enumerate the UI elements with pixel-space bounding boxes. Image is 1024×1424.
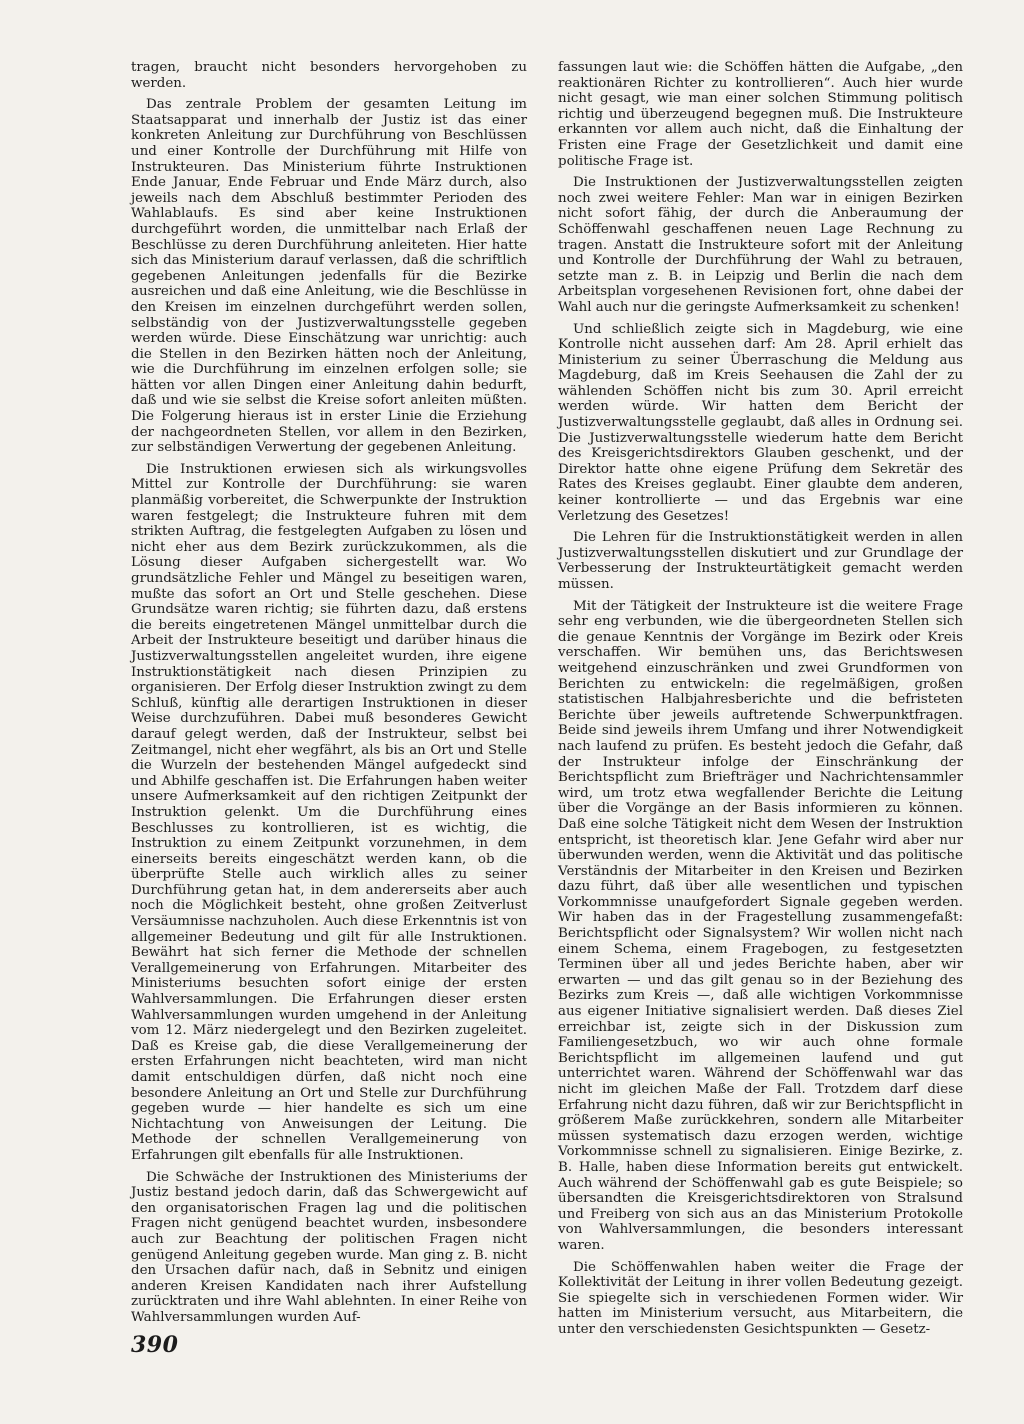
paragraph: Die Instruktionen der Justizverwaltungsstellen zeigten noch zwei weitere Fehler: Man war in einigen Bezirken nicht sofort fähig, der durch die Anberaumung der Schöffenwahl geschaffenen neuen Lage Rechnung zu tragen. Anstatt die Instrukteure sofort mit der Anleitung und Kontrolle der Durchführung der Wahl zu betrauen, setzte man z. B. in Leipzig und Berlin die nach dem Arbeitsplan vorgesehenen Revisionen fort, ohne dabei der Wahl auch nur die geringste Aufmerksamkeit zu schenken! — [558, 175, 963, 315]
paragraph: Die Schöffenwahlen haben weiter die Frage der Kollektivität der Leitung in ihrer vollen Bedeutung gezeigt. Sie spiegelte sich in verschiedenen Formen wider. Wir hatten im Ministerium versucht, aus Mitarbeitern, die unter den verschiedensten Gesichtspunkten — Gesetz- — [558, 1259, 963, 1337]
paragraph: Die Schwäche der Instruktionen des Ministeriums der Justiz bestand jedoch darin, daß das Schwergewicht auf den organisatorischen Fragen lag und die politischen Fragen nicht genügend beachtet wurden, insbesondere auch zur Beachtung der politischen Fragen nicht genügend Anleitung gegeben wurde. Man ging z. B. nicht den Ursachen dafür nach, daß in Sebnitz und einigen anderen Kreisen Kandidaten nach ihrer Aufstellung zurücktraten und ihre Wahl ablehnten. In einer Reihe von Wahlversammlungen wurden Auf- — [131, 1169, 527, 1325]
right-column — [558, 60, 963, 1344]
page-number: 390 — [131, 1332, 179, 1358]
paragraph: fassungen laut wie: die Schöffen hätten die Aufgabe, „den reaktionären Richter zu kontrollieren“. Auch hier wurde nicht gesagt, wie man einer solchen Stimmung politisch richtig und überzeugend begegnen muß. Die Instrukteure erkannten vor allem auch nicht, daß die Einhaltung der Fristen eine Frage der Gesetzlichkeit und damit eine politische Frage ist. — [558, 60, 963, 169]
paragraph: Das zentrale Problem der gesamten Leitung im Staatsapparat und innerhalb der Justiz ist das einer konkreten Anleitung zur Durchführung von Beschlüssen und einer Kontrolle der Durchführung mit Hilfe von Instrukteuren. Das Ministerium führte Instruktionen Ende Januar, Ende Februar und Ende März durch, also jeweils nach dem Abschluß bestimmter Perioden des Wahlablaufs. Es sind aber keine Instruktionen durchgeführt worden, die unmittelbar nach Erlaß der Beschlüsse zu deren Durchführung anleiteten. Hier hatte sich das Ministerium darauf verlassen, daß die schriftlich gegebenen Anleitungen jedenfalls für die Bezirke ausreichen und daß eine Anleitung, wie die Beschlüsse in den Kreisen im einzelnen durchgeführt werden sollen, selbständig von der Justizverwaltungsstelle gegeben werden würde. Diese Einschätzung war unrichtig: auch die Stellen in den Bezirken hätten noch der Anleitung, wie die Durchführung im einzelnen erfolgen solle; sie hätten vor allen Dingen einer Anleitung dahin bedurft, daß und wie sie selbst die Kreise sofort anleiten müßten. Die Folgerung hieraus ist in erster Linie die Erziehung der nachgeordneten Stellen, vor allem in den Bezirken, zur selbständigen Verwertung der gegebenen Anleitung. — [131, 97, 527, 456]
paragraph: Mit der Tätigkeit der Instrukteure ist die weitere Frage sehr eng verbunden, wie die übergeordneten Stellen sich die genaue Kenntnis der Vorgänge im Bezirk oder Kreis verschaffen. Wir bemühen uns, das Berichtswesen weitgehend einzuschränken und zwei Grundformen von Berichten zu entwickeln: die regelmäßigen, großen statistischen Halbjahresberichte und die befristeten Berichte über jeweils auftretende Schwerpunktfragen. Beide sind jeweils ihrem Umfang und ihrer Notwendigkeit nach laufend zu prüfen. Es besteht jedoch die Gefahr, daß der Instrukteur infolge der Einschränkung der Berichtspflicht zum Briefträger und Nachrichtensammler wird, um trotz etwa wegfallender Berichte die Leitung über die Vorgänge an der Basis informieren zu können. Daß eine solche Tätigkeit nicht dem Wesen der Instruktion entspricht, ist theoretisch klar. Jene Gefahr wird aber nur überwunden werden, wenn die Aktivität und das politische Verständnis der Mitarbeiter in den Kreisen und Bezirken dazu führt, daß über alle wesentlichen und typischen Vorkommnisse unaufgefordert Signale gegeben werden. Wir haben das in der Fragestellung zusammengefaßt: Berichtspflicht oder Signalsystem? Wir wollen nicht nach einem Schema, einem Fragebogen, zu festgesetzten Terminen über all und jedes Berichte haben, aber wir erwarten — und das gilt genau so in der Beziehung des Bezirks zum Kreis —, daß alle wichtigen Vorkommnisse aus eigener Initiative signalisiert werden. Daß dieses Ziel erreichbar ist, zeigte sich in der Diskussion zum Familiengesetzbuch, wo wir auch ohne formale Berichtspflicht im allgemeinen laufend und gut unterrichtet waren. Während der Schöffenwahl war das nicht im gleichen Maße der Fall. Trotzdem darf diese Erfahrung nicht dazu führen, daß wir zur Berichtspflicht in größerem Maße zurückkehren, sondern alle Mitarbeiter müssen systematisch dazu erzogen werden, wichtige Vorkommnisse schnell zu signalisieren. Einige Bezirke, z. B. Halle, haben diese Information bereits gut entwickelt. Auch während der Schöffenwahl gab es gute Beispiele; so übersandten die Kreisgerichtsdirektoren von Stralsund und Freiberg von sich aus an das Ministerium Protokolle von Wahlversammlungen, die besonders interessant waren. — [558, 598, 963, 1253]
paragraph: tragen, braucht nicht besonders hervorgehoben zu werden. — [131, 60, 527, 91]
paragraph: Die Instruktionen erwiesen sich als wirkungsvolles Mittel zur Kontrolle der Durchführung: sie waren planmäßig vorbereitet, die Schwerpunkte der Instruktion waren festgelegt; die Instrukteure fuhren mit dem strikten Auftrag, die festgelegten Aufgaben zu lösen und nicht eher aus dem Bezirk zurückzukommen, als die Lösung dieser Aufgaben sichergestellt war. Wo grundsätzliche Fehler und Mängel zu beseitigen waren, mußte das sofort an Ort und Stelle geschehen. Diese Grundsätze waren richtig; sie führten dazu, daß erstens die bereits eingetretenen Mängel unmittelbar durch die Arbeit der Instrukteure beseitigt und darüber hinaus die Justizverwaltungsstellen angeleitet wurden, ihre eigene Instruktionstätigkeit nach diesen Prinzipien zu organisieren. Der Erfolg dieser Instruktion zwingt zu dem Schluß, künftig alle derartigen Instruktionen in dieser Weise durchzuführen. Dabei muß besonderes Gewicht darauf gelegt werden, daß der Instrukteur, selbst bei Zeitmangel, nicht eher wegfährt, als bis an Ort und Stelle die Wurzeln der bestehenden Mängel aufgedeckt sind und Abhilfe geschaffen ist. Die Erfahrungen haben weiter unsere Aufmerksamkeit auf den richtigen Zeitpunkt der Instruktion gelenkt. Um die Durchführung eines Beschlusses zu kontrollieren, ist es wichtig, die Instruktion zu einem Zeitpunkt vorzunehmen, in dem einerseits bereits eingeschätzt werden kann, ob die überprüfte Stelle auch wirklich alles zu seiner Durchführung getan hat, in dem andererseits aber auch noch die Möglichkeit besteht, ohne großen Zeitverlust Versäumnisse nachzuholen. Auch diese Erkenntnis ist von allgemeiner Bedeutung und gilt für alle Instruktionen. Bewährt hat sich ferner die Methode der schnellen Verallgemeinerung von Erfahrungen. Mitarbeiter des Ministeriums besuchten sofort einige der ersten Wahlversammlungen. Die Erfahrungen dieser ersten Wahlversammlungen wurden umgehend in der Anleitung vom 12. März niedergelegt und den Bezirken zugeleitet. Daß es Kreise gab, die diese Verallgemeinerung der ersten Erfahrungen nicht beachteten, wird man nicht damit entschuldigen dürfen, daß nicht noch eine besondere Anleitung an Ort und Stelle zur Durchführung gegeben wurde — hier handelte es sich um eine Nichtachtung von Anweisungen der Leitung. Die Methode der schnellen Verallgemeinerung von Erfahrungen gilt ebenfalls für alle Instruktionen. — [131, 461, 527, 1163]
paragraph: Die Lehren für die Instruktionstätigkeit werden in allen Justizverwaltungsstellen diskutiert und zur Grundlage der Verbesserung der Instrukteurtätigkeit gemacht werden müssen. — [558, 530, 963, 592]
left-column — [131, 60, 527, 1332]
paragraph: Und schließlich zeigte sich in Magdeburg, wie eine Kontrolle nicht aussehen darf: Am 28. April erhielt das Ministerium zu seiner Überraschung die Meldung aus Magdeburg, daß im Kreis Seehausen die Zahl der zu wählenden Schöffen nicht bis zum 30. April erreicht werden würde. Wir hatten dem Bericht der Justizverwaltungsstelle geglaubt, daß alles in Ordnung sei. Die Justizverwaltungsstelle wiederum hatte dem Bericht des Kreisgerichtsdirektors Glauben geschenkt, und der Direktor hatte ohne eigene Prüfung dem Sekretär des Rates des Kreises geglaubt. Einer glaubte dem anderen, keiner kontrollierte — und das Ergebnis war eine Verletzung des Gesetzes! — [558, 321, 963, 524]
